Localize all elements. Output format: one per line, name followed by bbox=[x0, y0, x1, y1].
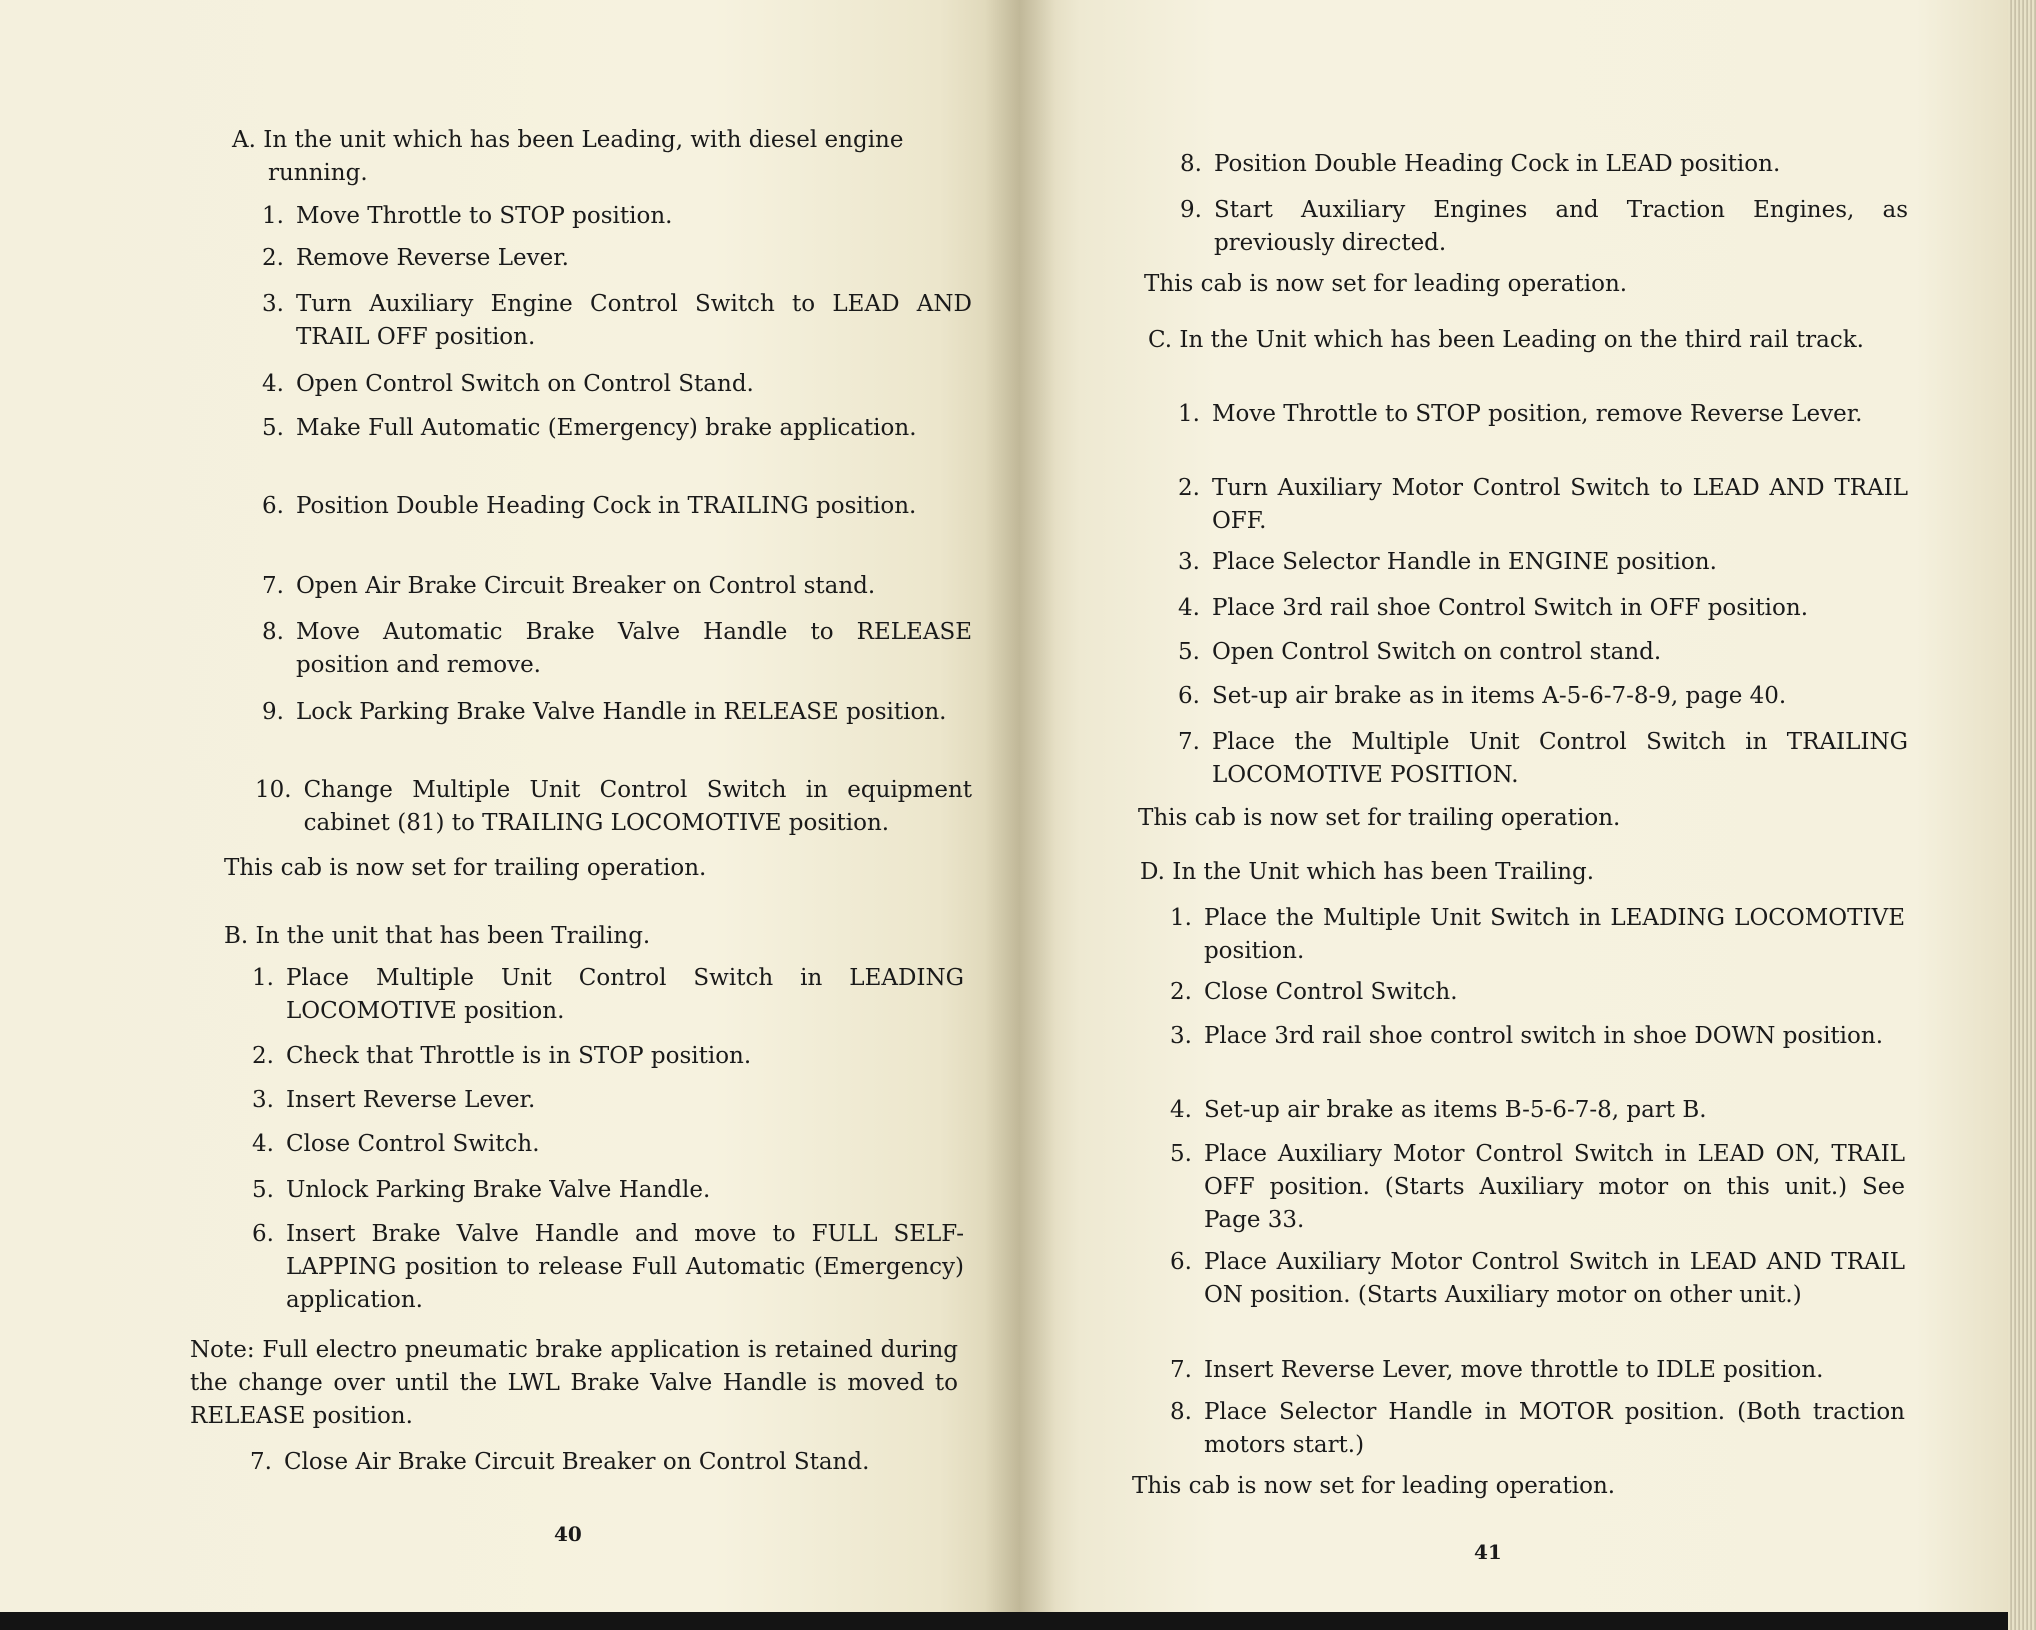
list-item bbox=[1180, 194, 1908, 260]
item-number: 4. bbox=[1178, 595, 1200, 621]
list-item bbox=[1170, 1396, 1905, 1462]
item-number: 7. bbox=[250, 1449, 272, 1475]
item-number: 9. bbox=[262, 699, 284, 725]
page-number: 41 bbox=[1474, 1540, 1502, 1564]
item-text: Turn Auxiliary Engine Control Switch to LEAD AND TRAIL OFF position. bbox=[295, 291, 972, 350]
item-number: 7. bbox=[1170, 1357, 1192, 1383]
item-text: Place Selector Handle in ENGINE position. bbox=[1211, 549, 1717, 575]
closing-statement: This cab is now set for trailing operation. bbox=[224, 855, 707, 881]
item-text: Move Automatic Brake Valve Handle to RELEASE position and remove. bbox=[295, 619, 972, 678]
list-item bbox=[262, 242, 972, 275]
page-40 bbox=[0, 0, 1020, 1612]
item-text: Check that Throttle is in STOP position. bbox=[285, 1043, 752, 1069]
list-item bbox=[252, 1040, 964, 1073]
item-text: Close Air Brake Circuit Breaker on Control Stand. bbox=[283, 1449, 870, 1475]
list-item bbox=[262, 696, 972, 729]
item-number: 2. bbox=[1178, 475, 1200, 501]
list-item bbox=[1170, 1094, 1905, 1127]
item-number: 6. bbox=[1178, 683, 1200, 709]
item-number: 5. bbox=[1170, 1141, 1192, 1167]
item-number: 3. bbox=[252, 1087, 274, 1113]
item-number: 9. bbox=[1180, 197, 1202, 223]
item-number: 4. bbox=[1170, 1097, 1192, 1123]
item-text: Lock Parking Brake Valve Handle in RELEASE position. bbox=[295, 699, 947, 725]
item-text: Change Multiple Unit Control Switch in equipment cabinet (81) to TRAILING LOCOMOTIVE position. bbox=[303, 777, 972, 836]
item-text: Insert Reverse Lever, move throttle to IDLE position. bbox=[1203, 1357, 1824, 1383]
item-text: Make Full Automatic (Emergency) brake application. bbox=[295, 415, 917, 441]
item-text: Open Control Switch on Control Stand. bbox=[295, 371, 754, 397]
closing-statement: This cab is now set for trailing operation. bbox=[1138, 805, 1621, 831]
list-item bbox=[262, 200, 972, 233]
list-item bbox=[1180, 148, 1908, 181]
item-number: 3. bbox=[262, 291, 284, 317]
note-paragraph: Note: Full electro pneumatic brake application is retained during the change over until the LWL Brake Valve Handle is moved to RELEASE position. bbox=[190, 1337, 958, 1429]
item-number: 3. bbox=[1170, 1023, 1192, 1049]
list-item bbox=[252, 1174, 964, 1207]
page-edges bbox=[2008, 0, 2036, 1630]
list-item bbox=[252, 1218, 964, 1317]
item-text: Place Selector Handle in MOTOR position. (Both traction motors start.) bbox=[1203, 1399, 1905, 1458]
item-text: Insert Reverse Lever. bbox=[285, 1087, 536, 1113]
item-text: Set-up air brake as in items A-5-6-7-8-9, page 40. bbox=[1211, 683, 1787, 709]
list-item bbox=[262, 490, 972, 523]
list-item bbox=[1178, 592, 1908, 625]
item-text: Insert Brake Valve Handle and move to FULL SELF-LAPPING position to release Full Automatic (Emergency) application. bbox=[285, 1221, 964, 1313]
list-item bbox=[262, 616, 972, 682]
item-text: Move Throttle to STOP position. bbox=[295, 203, 673, 229]
list-item bbox=[1170, 1138, 1905, 1237]
list-item bbox=[1170, 1020, 1905, 1053]
item-text: Place the Multiple Unit Control Switch in TRAILING LOCOMOTIVE POSITION. bbox=[1211, 729, 1908, 788]
item-number: 1. bbox=[262, 203, 284, 229]
item-number: 1. bbox=[1170, 905, 1192, 931]
item-text: Place 3rd rail shoe control switch in shoe DOWN position. bbox=[1203, 1023, 1884, 1049]
item-text: Place Auxiliary Motor Control Switch in LEAD AND TRAIL ON position. (Starts Auxiliary motor on other unit.) bbox=[1203, 1249, 1905, 1308]
item-number: 3. bbox=[1178, 549, 1200, 575]
item-number: 4. bbox=[252, 1131, 274, 1157]
item-text: Position Double Heading Cock in TRAILING position. bbox=[295, 493, 917, 519]
item-number: 6. bbox=[262, 493, 284, 519]
item-text: Open Air Brake Circuit Breaker on Control stand. bbox=[295, 573, 876, 599]
item-text: Move Throttle to STOP position, remove Reverse Lever. bbox=[1211, 401, 1863, 427]
list-item bbox=[1178, 398, 1908, 431]
item-text: Turn Auxiliary Motor Control Switch to LEAD AND TRAIL OFF. bbox=[1211, 475, 1908, 534]
item-text: Start Auxiliary Engines and Traction Engines, as previously directed. bbox=[1213, 197, 1908, 256]
list-item bbox=[1178, 726, 1908, 792]
item-text: Place Auxiliary Motor Control Switch in LEAD ON, TRAIL OFF position. (Starts Auxiliary motor on this unit.) See Page 33. bbox=[1203, 1141, 1905, 1233]
list-item bbox=[262, 288, 972, 354]
list-item bbox=[1178, 636, 1908, 669]
item-text: Place the Multiple Unit Switch in LEADING LOCOMOTIVE position. bbox=[1203, 905, 1905, 964]
item-number: 8. bbox=[1170, 1399, 1192, 1425]
list-item bbox=[255, 774, 972, 840]
list-item bbox=[1178, 472, 1908, 538]
list-item bbox=[252, 1128, 964, 1161]
item-number: 1. bbox=[1178, 401, 1200, 427]
list-item bbox=[1170, 1246, 1905, 1312]
item-number: 7. bbox=[262, 573, 284, 599]
item-text: Unlock Parking Brake Valve Handle. bbox=[285, 1177, 711, 1203]
list-item bbox=[1170, 976, 1905, 1009]
section-c-heading: C. In the Unit which has been Leading on the third rail track. bbox=[1148, 327, 1864, 353]
item-number: 8. bbox=[1180, 151, 1202, 177]
item-text: Close Control Switch. bbox=[285, 1131, 540, 1157]
item-number: 1. bbox=[252, 965, 274, 991]
list-item bbox=[1170, 1354, 1905, 1387]
section-a-heading: A. In the unit which has been Leading, with diesel engine running. bbox=[232, 127, 904, 186]
item-text: Remove Reverse Lever. bbox=[295, 245, 569, 271]
item-number: 10. bbox=[255, 777, 292, 803]
list-item bbox=[252, 962, 964, 1028]
item-text: Position Double Heading Cock in LEAD position. bbox=[1213, 151, 1781, 177]
item-number: 6. bbox=[252, 1221, 274, 1247]
item-number: 8. bbox=[262, 619, 284, 645]
item-text: Place Multiple Unit Control Switch in LEADING LOCOMOTIVE position. bbox=[285, 965, 964, 1024]
item-number: 2. bbox=[262, 245, 284, 271]
closing-statement: This cab is now set for leading operation. bbox=[1132, 1473, 1616, 1499]
item-text: Open Control Switch on control stand. bbox=[1211, 639, 1662, 665]
item-number: 4. bbox=[262, 371, 284, 397]
list-item bbox=[1178, 546, 1908, 579]
item-number: 5. bbox=[1178, 639, 1200, 665]
closing-statement: This cab is now set for leading operation. bbox=[1144, 271, 1628, 297]
list-item bbox=[262, 570, 972, 603]
item-number: 2. bbox=[1170, 979, 1192, 1005]
list-item bbox=[1178, 680, 1908, 713]
item-number: 5. bbox=[262, 415, 284, 441]
item-number: 2. bbox=[252, 1043, 274, 1069]
item-number: 7. bbox=[1178, 729, 1200, 755]
list-item bbox=[262, 412, 972, 445]
item-text: Close Control Switch. bbox=[1203, 979, 1458, 1005]
page-number: 40 bbox=[554, 1522, 582, 1546]
page-41 bbox=[1020, 0, 2016, 1612]
item-number: 6. bbox=[1170, 1249, 1192, 1275]
list-item bbox=[250, 1446, 962, 1479]
item-text: Place 3rd rail shoe Control Switch in OFF position. bbox=[1211, 595, 1808, 621]
item-text: Set-up air brake as items B-5-6-7-8, part B. bbox=[1203, 1097, 1707, 1123]
item-number: 5. bbox=[252, 1177, 274, 1203]
list-item bbox=[252, 1084, 964, 1117]
section-d-heading: D. In the Unit which has been Trailing. bbox=[1140, 859, 1595, 885]
list-item bbox=[262, 368, 972, 401]
list-item bbox=[1170, 902, 1905, 968]
section-b-heading: B. In the unit that has been Trailing. bbox=[224, 923, 651, 949]
